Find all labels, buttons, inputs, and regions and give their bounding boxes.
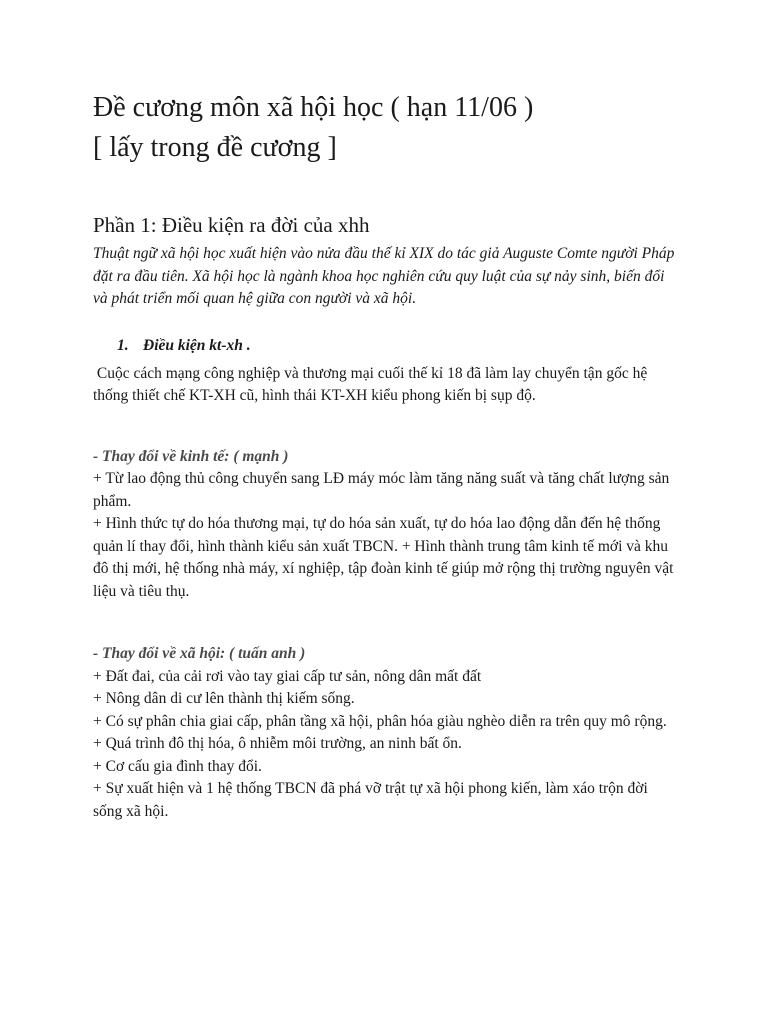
economic-line-2: + Hình thức tự do hóa thương mại, tự do hóa sản xuất, tự do hóa lao động dẫn đến hệ thống quản lí thay đổi, hình thành kiểu sản xuất TBCN. + Hình thành trung tâm kinh tế mới và khu đô thị mới, hệ thống nhà máy, xí nghiệp, tập đoàn kinh tế giúp mở rộng thị trường nguyên vật liệu và tiêu thụ.	[93, 515, 674, 600]
social-line-1: + Đất đai, của cải rơi vào tay giai cấp tư sản, nông dân mất đất	[93, 667, 482, 685]
social-line-3: + Có sự phân chia giai cấp, phân tầng xã hội, phân hóa giàu nghèo diễn ra trên quy mô rộng.	[93, 712, 667, 730]
social-line-6: + Sự xuất hiện và 1 hệ thống TBCN đã phá vỡ trật tự xã hội phong kiến, làm xáo trộn đời sống xã hội.	[93, 780, 648, 820]
title-line-2: [ lấy trong đề cương ]	[93, 132, 337, 163]
title-line-1: Đề cương môn xã hội học ( hạn 11/06 )	[93, 92, 534, 123]
social-line-2: + Nông dân di cư lên thành thị kiếm sống.	[93, 690, 355, 707]
social-line-4: + Quá trình đô thị hóa, ô nhiễm môi trường, an ninh bất ổn.	[93, 735, 462, 752]
economic-line-1: + Từ lao động thủ công chuyển sang LĐ máy móc làm tăng năng suất và tăng chất lượng sản phẩm.	[93, 470, 670, 510]
document-page	[93, 88, 678, 823]
spacer	[93, 408, 678, 446]
document-title	[93, 88, 678, 168]
part1-heading: Phần 1: Điều kiện ra đời của xhh	[93, 213, 370, 237]
item-number: 1.	[117, 336, 129, 354]
item-label: Điều kiện kt-xh .	[143, 336, 251, 354]
economic-change-heading: - Thay đổi về kinh tế: ( mạnh )	[93, 447, 289, 465]
social-line-5: + Cơ cấu gia đình thay đổi.	[93, 757, 262, 775]
part1-intro-paragraph: Thuật ngữ xã hội học xuất hiện vào nửa đầu thế kỉ XIX do tác giả Auguste Comte người Pháp đặt ra đầu tiên. Xã hội học là ngành khoa học nghiên cứu quy luật của sự nảy sinh, biến đổi và phát triển mối quan hệ giữa con người và xã hội.	[93, 245, 675, 307]
spacer	[93, 603, 678, 643]
social-change-heading: - Thay đổi về xã hội: ( tuấn anh )	[93, 645, 306, 662]
numbered-item-1-heading	[117, 335, 678, 357]
item1-body-paragraph: Cuộc cách mạng công nghiệp và thương mại cuối thế kỉ 18 đã làm lay chuyển tận gốc hệ thống thiết chế KT-XH cũ, hình thái KT-XH kiểu phong kiến bị sụp độ.	[93, 364, 652, 404]
